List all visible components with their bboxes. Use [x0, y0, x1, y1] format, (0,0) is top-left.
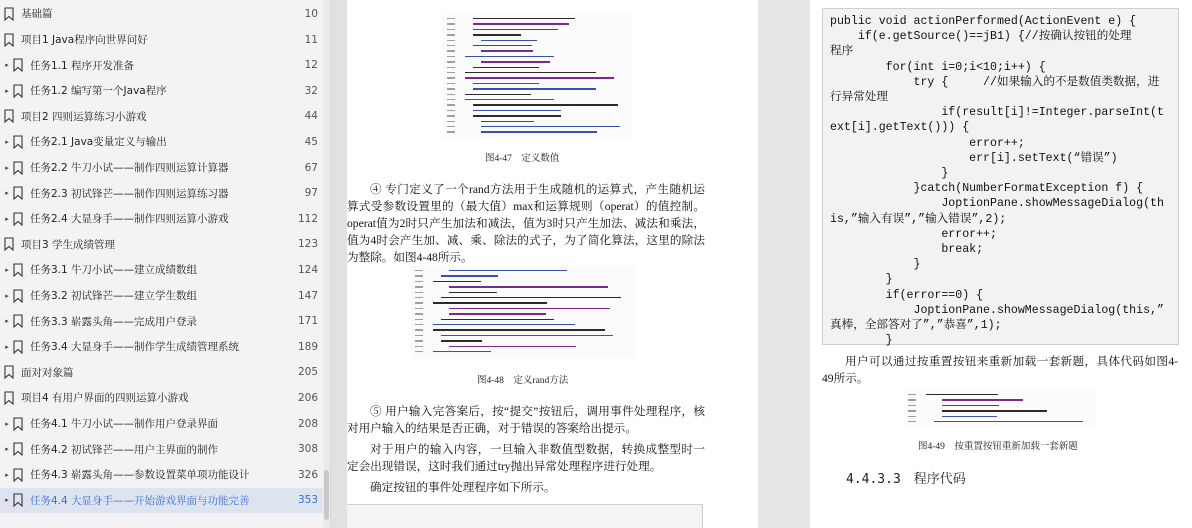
figure-code-line-number: [415, 340, 423, 341]
toc-item[interactable]: [0, 334, 330, 360]
bookmark-icon: [4, 33, 14, 47]
figure-code-line-number: [415, 329, 423, 330]
figure-code-line: [481, 40, 537, 41]
figure-code-line: [449, 308, 610, 309]
toc-item-page: 308: [297, 443, 318, 456]
figure-4-47-caption: 图4-47 定义数值: [485, 154, 560, 164]
toc-item[interactable]: [0, 206, 330, 232]
figure-code-line: [473, 45, 532, 46]
figure-code-line-number: [415, 286, 423, 287]
figure-code-line-number: [447, 115, 455, 116]
figure-code-line-number: [447, 50, 455, 51]
figure-code-line-number: [908, 394, 916, 395]
figure-code-line-number: [415, 292, 423, 293]
toc-item-title: 项目2 四则运算练习小游戏: [21, 110, 147, 123]
figure-code-line: [433, 302, 547, 303]
figure-code-line: [449, 313, 546, 314]
figure-code-line: [449, 346, 576, 347]
expand-arrow-icon[interactable]: ▸: [5, 265, 9, 274]
toc-item-page: 205: [297, 366, 318, 379]
figure-code-line: [473, 18, 575, 19]
toc-item[interactable]: [0, 180, 330, 206]
toc-item[interactable]: [0, 129, 330, 155]
bookmark-icon: [13, 161, 23, 175]
figure-4-49-image: [904, 390, 1096, 428]
toc-item-page: 112: [297, 212, 318, 225]
expand-arrow-icon[interactable]: ▸: [5, 342, 9, 351]
figure-code-line: [942, 405, 999, 406]
figure-code-line-number: [447, 110, 455, 111]
paragraph-reset: 用户可以通过按重置按钮来重新加载一套新题，具体代码如图4-49所示。: [822, 355, 1178, 385]
bookmark-icon: [13, 263, 23, 277]
toc-item-page: 11: [304, 33, 318, 46]
figure-code-line: [433, 324, 575, 325]
bookmark-icon: [4, 365, 14, 379]
toc-item-title: 任务4.4 大显身手——开始游戏界面与功能完善: [30, 494, 250, 507]
figure-code-line-number: [908, 399, 916, 400]
figure-code-line-number: [415, 319, 423, 320]
toc-item-page: 45: [304, 135, 318, 148]
toc-item-page: 97: [304, 187, 318, 200]
toc-item-page: 189: [297, 340, 318, 353]
toc-item-page: 10: [304, 7, 318, 20]
figure-code-line-number: [415, 270, 423, 271]
toc-item[interactable]: [0, 411, 330, 437]
figure-code-line-number: [447, 126, 455, 127]
figure-code-line: [942, 399, 1023, 400]
figure-code-line: [441, 340, 482, 341]
figure-code-line-number: [908, 421, 916, 422]
figure-code-line-number: [908, 410, 916, 411]
figure-code-line: [441, 297, 621, 298]
toc-item[interactable]: [0, 360, 330, 386]
bookmark-icon: [13, 212, 23, 226]
bookmark-icon: [13, 314, 23, 328]
toc-item[interactable]: [0, 1, 330, 27]
bookmark-icon: [13, 135, 23, 149]
figure-code-line-number: [447, 88, 455, 89]
bookmark-icon: [13, 442, 23, 456]
figure-4-49-caption: 图4-49 按重置按钮重新加载一套新题: [918, 442, 1078, 452]
figure-code-line-number: [447, 34, 455, 35]
toc-item-page: 353: [297, 494, 318, 507]
bookmark-icon: [13, 417, 23, 431]
figure-code-line-number: [447, 94, 455, 95]
toc-item[interactable]: [0, 488, 330, 514]
figure-code-line: [441, 275, 498, 276]
figure-code-line-number: [415, 351, 423, 352]
left-page: [347, 0, 758, 528]
expand-arrow-icon[interactable]: ▸: [5, 86, 9, 95]
toc-item-page: 124: [297, 263, 318, 276]
toc-item-title: 任务4.2 初试锋芒——用户主界面的制作: [30, 443, 219, 456]
figure-code-line: [942, 416, 997, 417]
toc-item-page: 171: [297, 315, 318, 328]
toc-item[interactable]: [0, 257, 330, 283]
figure-code-line-number: [908, 405, 916, 406]
bookmark-icon: [13, 468, 23, 482]
figure-code-line-number: [447, 56, 455, 57]
figure-code-line-number: [447, 104, 455, 105]
expand-arrow-icon[interactable]: ▸: [5, 214, 9, 223]
toc-item-title: 任务2.2 牛刀小试——制作四则运算计算器: [30, 162, 229, 175]
figure-code-line-number: [415, 335, 423, 336]
expand-arrow-icon[interactable]: ▸: [5, 137, 9, 146]
toc-item-page: 67: [304, 161, 318, 174]
figure-code-line-number: [415, 308, 423, 309]
figure-code-line: [433, 281, 481, 282]
paragraph-try: 对于用户的输入内容，一旦输入非数值型数据，转换成整型时一定会出现错误，这时我们通过try抛出异常处理程序进行处理。: [347, 443, 705, 473]
bookmark-icon: [13, 84, 23, 98]
figure-code-line-number: [415, 275, 423, 276]
toc-item-title: 任务3.2 初试锋芒——建立学生数组: [30, 290, 198, 303]
figure-code-line-number: [447, 72, 455, 73]
toc-item-title: 任务3.1 牛刀小试——建立成绩数组: [30, 264, 198, 277]
toc-item-title: 任务2.3 初试锋芒——制作四则运算练习器: [30, 187, 229, 200]
figure-code-line-number: [447, 99, 455, 100]
figure-code-line: [473, 104, 618, 105]
toc-item-title: 任务3.3 崭露头角——完成用户登录: [30, 315, 198, 328]
toc-item-page: 12: [304, 59, 318, 72]
figure-code-line-number: [415, 302, 423, 303]
code-action-performed: public void actionPerformed(ActionEvent e) { if(e.getSource()==jB1) {//按确认按钮的处理 程序 for(int i=0;i<10;i++) { try { //如果输入的不是数值类数据，进 行异常处理 if(result[i]!=Integer.parseInt(t ext[i].getText())) { error++; err[i].setText(“错误”) } }catch(NumberFormatException f) { JoptionPane.showMessageDialog(th is,”输入有误”,”输入错误”,2); error++; break; } } if(error==0) { JoptionPane.showMessageDialog(this,” 真棒，全部答对了”,”恭喜”,1); }: [830, 15, 1164, 348]
figure-code-line-number: [447, 29, 455, 30]
figure-code-line: [934, 421, 1083, 422]
page-gap-left: [331, 0, 347, 528]
toc-item[interactable]: [0, 52, 330, 78]
paragraph-confirm: 确定按钮的事件处理程序如下所示。: [370, 481, 556, 494]
figure-code-line: [481, 50, 533, 51]
figure-code-line-number: [447, 45, 455, 46]
bookmark-icon: [4, 391, 14, 405]
expand-arrow-icon[interactable]: ▸: [5, 317, 9, 326]
toc-item-title: 任务1.1 程序开发准备: [30, 59, 135, 72]
figure-code-line-number: [415, 324, 423, 325]
figure-code-line: [473, 88, 596, 89]
toc-item-title: 任务2.1 Java变量定义与输出: [30, 136, 167, 149]
toc-item[interactable]: [0, 155, 330, 181]
figure-code-line: [465, 99, 554, 100]
figure-code-line-number: [447, 18, 455, 19]
toc-item-page: 44: [304, 110, 318, 123]
expand-arrow-icon[interactable]: ▸: [5, 470, 9, 479]
figure-code-line: [449, 270, 567, 271]
figure-code-line: [441, 335, 613, 336]
figure-code-line-number: [415, 346, 423, 347]
toc-item-title: 任务4.1 牛刀小试——制作用户登录界面: [30, 418, 219, 431]
figure-code-line-number: [415, 313, 423, 314]
figure-code-line-number: [447, 121, 455, 122]
toc-item-page: 326: [297, 468, 318, 481]
toc-item-title: 任务3.4 大显身手——制作学生成绩管理系统: [30, 341, 240, 354]
figure-code-line: [481, 121, 534, 122]
figure-code-line: [465, 72, 596, 73]
bookmark-icon: [13, 340, 23, 354]
figure-code-line: [473, 115, 561, 116]
expand-arrow-icon[interactable]: ▸: [5, 419, 9, 428]
figure-code-line: [473, 67, 539, 68]
figure-code-line-number: [415, 281, 423, 282]
toc-item[interactable]: [0, 462, 330, 488]
expand-arrow-icon[interactable]: ▸: [5, 291, 9, 300]
toc-item-page: 123: [297, 238, 318, 251]
expand-arrow-icon[interactable]: ▸: [5, 61, 9, 70]
figure-code-line-number: [415, 297, 423, 298]
figure-code-line: [481, 61, 550, 62]
figure-code-line-number: [447, 40, 455, 41]
figure-code-line: [465, 56, 554, 57]
toc-item[interactable]: [0, 308, 330, 334]
toc-sidebar: [0, 0, 331, 528]
bookmark-icon: [13, 289, 23, 303]
figure-code-line: [433, 351, 491, 352]
toc-item[interactable]: [0, 104, 330, 130]
figure-4-48-image: [411, 266, 635, 358]
figure-code-line: [473, 23, 569, 24]
toc-item-page: 32: [304, 84, 318, 97]
paragraph-rand-method: ④ 专门定义了一个rand方法用于生成随机的运算式，产生随机运算式受参数设置里的（最大值）max和运算规则（operat）的值控制。operat值为2时只产生加法和减法，值为3时只产生加法、减法和乘法，值为4时会产生加、减、乘、除法的式子，为了简化算法，这里的除法为整除。如图4-48所示。: [347, 183, 705, 264]
expand-arrow-icon[interactable]: ▸: [5, 496, 9, 505]
bookmark-icon: [4, 237, 14, 251]
figure-code-line-number: [447, 61, 455, 62]
sidebar-scrollbar-thumb[interactable]: [324, 470, 329, 520]
toc-item[interactable]: [0, 232, 330, 258]
toc-item-title: 项目1 Java程序向世界问好: [21, 34, 148, 47]
figure-code-line: [942, 410, 1047, 411]
section-heading-program-code: 4.4.3.3 程序代码: [846, 472, 966, 487]
figure-code-line-number: [447, 23, 455, 24]
toc-item-title: 面对对象篇: [21, 366, 74, 379]
figure-code-line: [465, 77, 614, 78]
bookmark-icon: [4, 7, 14, 21]
figure-code-line: [473, 83, 539, 84]
figure-code-line: [449, 286, 608, 287]
toc-item-title: 项目4 有用户界面的四则运算小游戏: [21, 392, 189, 405]
toc-item[interactable]: [0, 385, 330, 411]
figure-code-line-number: [447, 131, 455, 132]
figure-code-line-number: [447, 67, 455, 68]
toc-item[interactable]: [0, 78, 330, 104]
sidebar-scrollbar[interactable]: [323, 0, 330, 528]
toc-item[interactable]: [0, 283, 330, 309]
toc-item-title: 任务1.2 编写第一个Java程序: [30, 85, 167, 98]
toc-item[interactable]: [0, 436, 330, 462]
toc-item-page: 147: [297, 289, 318, 302]
figure-code-line-number: [908, 416, 916, 417]
toc-item-page: 208: [297, 417, 318, 430]
figure-code-line: [481, 131, 597, 132]
bookmark-icon: [4, 109, 14, 123]
figure-code-line: [926, 394, 998, 395]
paragraph-submit: ⑤ 用户输入完答案后，按“提交”按钮后，调用事件处理程序，核对用户输入的结果是否正确，对于错误的答案给出提示。: [347, 405, 705, 435]
toc-item-title: 任务4.3 崭露头角——参数设置菜单项功能设计: [30, 469, 250, 482]
figure-4-47-image: [443, 14, 633, 139]
figure-code-line: [449, 292, 497, 293]
figure-code-line: [473, 110, 561, 111]
code-box-top: [347, 504, 703, 528]
figure-code-line: [473, 34, 521, 35]
bookmark-icon: [13, 58, 23, 72]
figure-code-line: [433, 329, 605, 330]
figure-code-line-number: [447, 83, 455, 84]
toc-item-title: 任务2.4 大显身手——制作四则运算小游戏: [30, 213, 229, 226]
figure-code-line: [441, 319, 554, 320]
toc-item-title: 项目3 学生成绩管理: [21, 238, 116, 251]
figure-code-line: [473, 29, 558, 30]
figure-code-line: [465, 94, 531, 95]
expand-arrow-icon[interactable]: ▸: [5, 445, 9, 454]
bookmark-icon: [13, 186, 23, 200]
bookmark-icon: [13, 493, 23, 507]
figure-4-48-caption: 图4-48 定义rand方法: [477, 376, 569, 386]
figure-code-line-number: [447, 77, 455, 78]
figure-code-line: [481, 126, 620, 127]
page-gap-middle: [758, 0, 810, 528]
toc-item-page: 206: [297, 391, 318, 404]
toc-item-title: 基础篇: [21, 8, 53, 21]
expand-arrow-icon[interactable]: ▸: [5, 163, 9, 172]
expand-arrow-icon[interactable]: ▸: [5, 189, 9, 198]
toc-item[interactable]: [0, 27, 330, 53]
